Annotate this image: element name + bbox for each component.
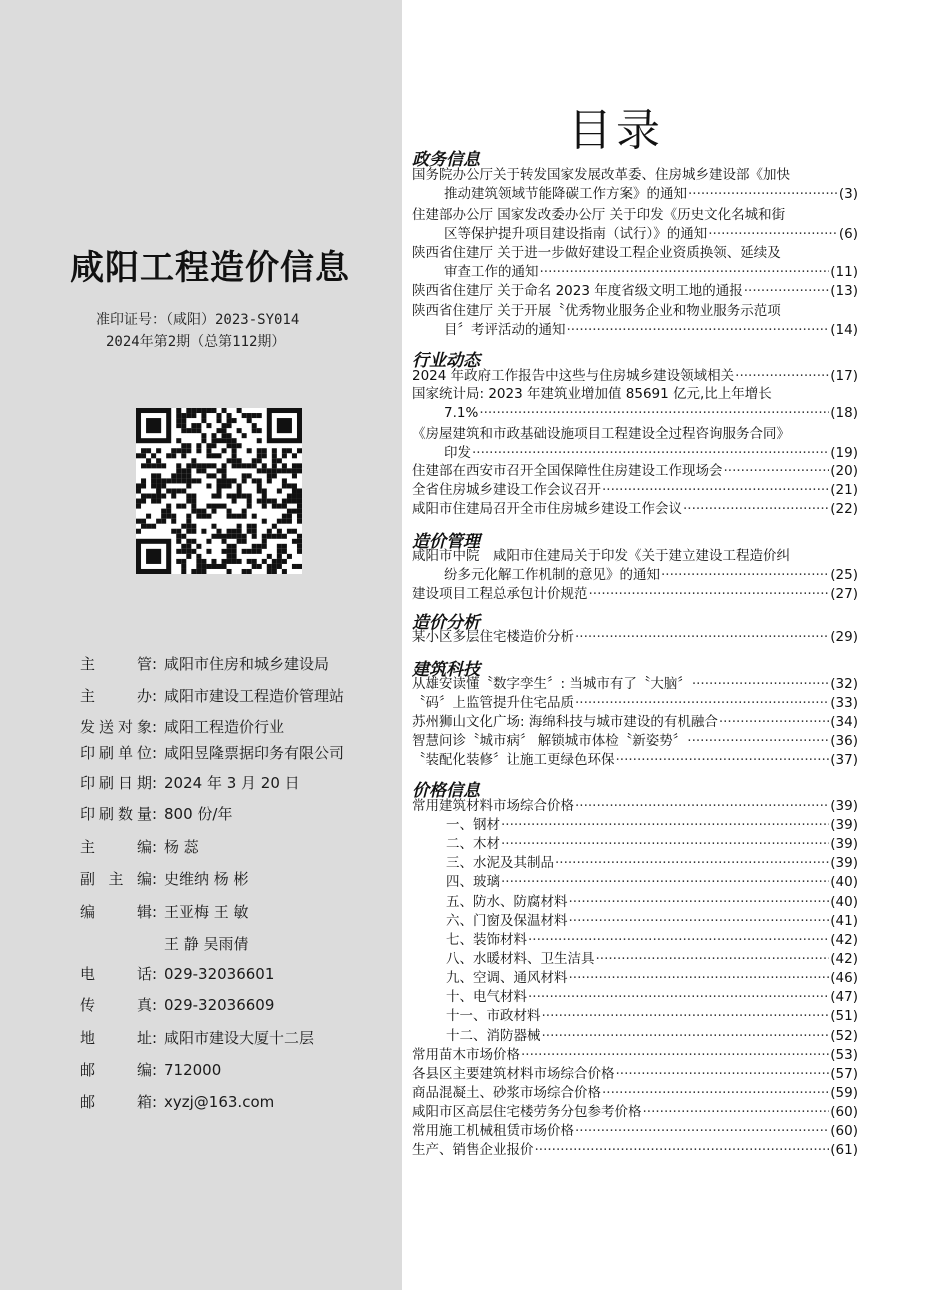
info-label: 邮编 [80, 1061, 152, 1079]
toc-page-number: (21) [830, 482, 858, 498]
info-label: 印刷日期 [80, 774, 152, 792]
toc-entry[interactable] [412, 282, 858, 301]
toc-entry[interactable] [412, 166, 858, 204]
toc-entry[interactable] [412, 1141, 858, 1160]
toc-page-number: (3) [838, 186, 858, 202]
info-value: 咸阳昱隆票据印务有限公司 [164, 744, 345, 762]
toc-page-number: (40) [830, 874, 858, 890]
info-row: 传真: 029-32036609 [80, 996, 275, 1014]
toc-page-number: (20) [830, 463, 858, 479]
info-row: 电话: 029-32036601 [80, 965, 275, 983]
issue-number: 2024年第2期（总第112期） [106, 334, 286, 350]
info-value: 029-32036601 [164, 965, 275, 983]
toc-entry[interactable] [412, 751, 858, 770]
section-heading: 造价管理 [412, 532, 480, 552]
toc-entry-text: 区等保护提升项目建设指南（试行）》的通知 [444, 226, 708, 242]
info-value: 咸阳市住房和城乡建设局 [164, 655, 330, 673]
info-row: 副主编: 史维纳 杨 彬 [80, 870, 249, 888]
toc-entry-text: 六、门窗及保温材料 [446, 913, 568, 929]
toc-entry-text: 一、钢材 [446, 817, 500, 833]
toc-entry-text: 四、玻璃 [446, 874, 500, 890]
info-value: 咸阳市建设大厦十二层 [164, 1029, 315, 1047]
toc-entry-text: 2024 年政府工作报告中这些与住房城乡建设领域相关 [412, 368, 735, 384]
toc-entry-text: 十、电气材料 [446, 989, 527, 1005]
toc-entry-text: 国家统计局: 2023 年建筑业增加值 85691 亿元,比上年增长 [412, 386, 772, 402]
toc-entry[interactable] [412, 969, 858, 988]
toc-entry-text: 《房屋建筑和市政基础设施项目工程建设全过程咨询服务合同》 [412, 426, 790, 442]
toc-entry[interactable] [412, 302, 858, 340]
toc-entry-text: 7.1% [444, 405, 479, 421]
toc-entry-text: 十一、市政材料 [446, 1008, 541, 1024]
toc-entry[interactable] [412, 1007, 858, 1026]
info-label: 主编 [80, 838, 152, 856]
toc-page-number: (42) [830, 951, 858, 967]
toc-entry[interactable] [412, 1084, 858, 1103]
toc-entry[interactable] [412, 1103, 858, 1122]
toc-entry-text: 目〞考评活动的通知 [444, 322, 566, 338]
toc-entry[interactable] [412, 462, 858, 481]
info-row: 发送对象: 咸阳工程造价行业 [80, 718, 285, 736]
info-row: 主办: 咸阳市建设工程造价管理站 [80, 687, 345, 705]
toc-page-number: (6) [838, 226, 858, 242]
toc-page-number: (22) [830, 501, 858, 517]
info-value: 王亚梅 王 敏 [164, 903, 249, 921]
toc-page-number: (11) [830, 264, 858, 280]
info-row: 邮编: 712000 [80, 1061, 222, 1079]
toc-entry[interactable] [412, 367, 858, 386]
info-row: 印刷数量: 800 份/年 [80, 805, 233, 823]
info-value: 咸阳市建设工程造价管理站 [164, 687, 345, 705]
toc-page-number: (61) [830, 1142, 858, 1158]
toc-page-number: (57) [830, 1066, 858, 1082]
info-row: 主管: 咸阳市住房和城乡建设局 [80, 655, 330, 673]
toc-entry-text: 五、防水、防腐材料 [446, 894, 568, 910]
toc-entry[interactable] [412, 873, 858, 892]
toc-entry[interactable] [412, 854, 858, 873]
toc-entry[interactable] [412, 835, 858, 854]
toc-page-number: (39) [830, 817, 858, 833]
toc-entry-text: 七、装饰材料 [446, 932, 527, 948]
toc-page-number: (53) [830, 1047, 858, 1063]
info-row [80, 933, 249, 954]
toc-entry[interactable] [412, 1065, 858, 1084]
section-heading: 建筑科技 [412, 660, 480, 680]
info-value: 029-32036609 [164, 996, 275, 1014]
toc-entry[interactable] [412, 950, 858, 969]
info-value: 咸阳工程造价行业 [164, 718, 285, 736]
toc-entry-text: 某小区多层住宅楼造价分析 [412, 629, 574, 645]
toc-page-number: (36) [830, 733, 858, 749]
info-row: 地址: 咸阳市建设大厦十二层 [80, 1029, 315, 1047]
toc-entry-text: 推动建筑领域节能降碳工作方案》的通知 [444, 186, 687, 202]
section-heading: 政务信息 [412, 150, 480, 170]
toc-page-number: (60) [830, 1123, 858, 1139]
toc-entry-text: 苏州狮山文化广场: 海绵科技与城市建设的有机融合 [412, 714, 718, 730]
toc-page-number: (41) [830, 913, 858, 929]
info-label: 编辑 [80, 903, 152, 921]
toc-entry-text: 陕西省住建厅 关于进一步做好建设工程企业资质换领、延续及 [412, 245, 781, 261]
info-label: 电话 [80, 965, 152, 983]
toc-entry-text: 咸阳市住建局召开全市住房城乡建设工作会议 [412, 501, 682, 517]
cover-panel [0, 0, 402, 1290]
toc-page-number: (27) [830, 586, 858, 602]
toc-entry[interactable] [412, 1027, 858, 1046]
toc-page-number: (40) [830, 894, 858, 910]
toc-page-number: (18) [830, 405, 858, 421]
toc-entry[interactable] [412, 797, 858, 816]
toc-page-number: (46) [830, 970, 858, 986]
info-value: 王 静 吴雨倩 [164, 935, 249, 953]
toc-entry-text: 〝码〞上监管提升住宅品质 [412, 695, 574, 711]
toc-entry-text: 常用施工机械租赁市场价格 [412, 1123, 574, 1139]
info-row: 邮箱: xyzj@163.com [80, 1093, 275, 1111]
qr-code-icon [136, 408, 302, 574]
info-row: 印刷单位: 咸阳昱隆票据印务有限公司 [80, 744, 345, 762]
toc-entry[interactable] [412, 425, 858, 463]
toc-page-number: (33) [830, 695, 858, 711]
toc-page-number: (52) [830, 1028, 858, 1044]
info-value: 史维纳 杨 彬 [164, 870, 249, 888]
info-row: 印刷日期: 2024 年 3 月 20 日 [80, 774, 300, 792]
toc-entry[interactable] [412, 547, 858, 585]
toc-entry-text: 住建部在西安市召开全国保障性住房建设工作现场会 [412, 463, 723, 479]
toc-entry[interactable] [412, 732, 858, 751]
toc-entry[interactable] [412, 1122, 858, 1141]
toc-entry-text: 常用苗木市场价格 [412, 1047, 520, 1063]
info-label: 印刷数量 [80, 805, 152, 823]
section-heading: 价格信息 [412, 781, 480, 801]
toc-entry[interactable] [412, 713, 858, 732]
info-label: 副主编 [80, 870, 152, 888]
toc-entry-text: 〝装配化装修〞让施工更绿色环保 [412, 752, 615, 768]
toc-page-number: (29) [830, 629, 858, 645]
info-value: 800 份/年 [164, 805, 233, 823]
info-label: 传真 [80, 996, 152, 1014]
toc-page-number: (37) [830, 752, 858, 768]
toc-page-number: (13) [830, 283, 858, 299]
toc-entry[interactable] [412, 206, 858, 244]
toc-entry-text: 纷多元化解工作机制的意见》的通知 [444, 567, 660, 583]
toc-entry[interactable] [412, 694, 858, 713]
toc-entry[interactable] [412, 585, 858, 604]
toc-entry-text: 各县区主要建筑材料市场综合价格 [412, 1066, 615, 1082]
toc-entry-text: 陕西省住建厅 关于开展〝优秀物业服务企业和物业服务示范项 [412, 303, 781, 319]
toc-page-number: (19) [830, 445, 858, 461]
toc-entry-text: 九、空调、通风材料 [446, 970, 568, 986]
toc-entry-text: 国务院办公厅关于转发国家发展改革委、住房城乡建设部《加快 [412, 167, 790, 183]
permit-number: 准印证号：（咸阳）2023-SY014 [96, 312, 300, 328]
info-value: 杨 蕊 [164, 838, 199, 856]
toc-entry-text: 生产、销售企业报价 [412, 1142, 534, 1158]
toc-entry[interactable] [412, 912, 858, 931]
toc-page-number: (32) [830, 676, 858, 692]
info-label: 邮箱 [80, 1093, 152, 1111]
toc-entry-text: 智慧问诊〝城市病〞 解锁城市体检〝新姿势〞 [412, 733, 687, 749]
toc-entry[interactable] [412, 1046, 858, 1065]
info-label: 发送对象 [80, 718, 152, 736]
toc-entry[interactable] [412, 675, 858, 694]
info-row: 主编: 杨 蕊 [80, 838, 199, 856]
toc-entry-text: 常用建筑材料市场综合价格 [412, 798, 574, 814]
toc-entry-text: 从雄安读懂〝数字孪生〞: 当城市有了〝大脑〞 [412, 676, 691, 692]
toc-page-number: (59) [830, 1085, 858, 1101]
section-heading: 行业动态 [412, 351, 480, 371]
toc-entry-text: 建设项目工程总承包计价规范 [412, 586, 588, 602]
section-heading: 造价分析 [412, 613, 480, 633]
toc-entry-text: 全省住房城乡建设工作会议召开 [412, 482, 601, 498]
info-label: 印刷单位 [80, 744, 152, 762]
toc-entry[interactable] [412, 628, 858, 647]
toc-page-number: (47) [830, 989, 858, 1005]
toc-entry[interactable] [412, 988, 858, 1007]
toc-entry[interactable] [412, 481, 858, 500]
toc-entry-text: 三、水泥及其制品 [446, 855, 554, 871]
info-value: xyzj@163.com [164, 1093, 275, 1111]
info-label: 主办 [80, 687, 152, 705]
toc-page-number: (42) [830, 932, 858, 948]
toc-entry[interactable] [412, 931, 858, 950]
info-label: 地址 [80, 1029, 152, 1047]
toc-entry-text: 二、木材 [446, 836, 500, 852]
toc-entry-text: 印发 [444, 445, 471, 461]
toc-entry[interactable] [412, 816, 858, 835]
info-value: 712000 [164, 1061, 222, 1079]
toc-entry-text: 八、水暖材料、卫生洁具 [446, 951, 595, 967]
toc-entry-text: 咸阳市中院 咸阳市住建局关于印发《关于建立建设工程造价纠 [412, 548, 790, 564]
toc-entry[interactable] [412, 244, 858, 282]
toc-page-number: (60) [830, 1104, 858, 1120]
toc-page-number: (51) [830, 1008, 858, 1024]
toc-entry-text: 陕西省住建厅 关于命名 2023 年度省级文明工地的通报 [412, 283, 743, 299]
info-value: 2024 年 3 月 20 日 [164, 774, 300, 792]
info-label: 主管 [80, 655, 152, 673]
toc-page-number: (17) [830, 368, 858, 384]
toc-page-number: (39) [830, 855, 858, 871]
toc-page-number: (39) [830, 836, 858, 852]
toc-page-number: (25) [830, 567, 858, 583]
toc-entry-text: 商品混凝土、砂浆市场综合价格 [412, 1085, 601, 1101]
toc-entry[interactable] [412, 893, 858, 912]
toc-entry-text: 十二、消防器械 [446, 1028, 541, 1044]
toc-page-number: (14) [830, 322, 858, 338]
toc-entry[interactable] [412, 385, 858, 423]
toc-page-number: (39) [830, 798, 858, 814]
toc-entry-text: 住建部办公厅 国家发改委办公厅 关于印发《历史文化名城和街 [412, 207, 786, 223]
toc-entry-text: 咸阳市区高层住宅楼劳务分包参考价格 [412, 1104, 642, 1120]
magazine-title: 咸阳工程造价信息 [70, 248, 350, 288]
toc-title: 目录 [568, 105, 664, 156]
toc-entry[interactable] [412, 500, 858, 519]
info-row: 编辑: 王亚梅 王 敏 [80, 903, 249, 921]
toc-entry-text: 审查工作的通知 [444, 264, 539, 280]
toc-page-number: (34) [830, 714, 858, 730]
